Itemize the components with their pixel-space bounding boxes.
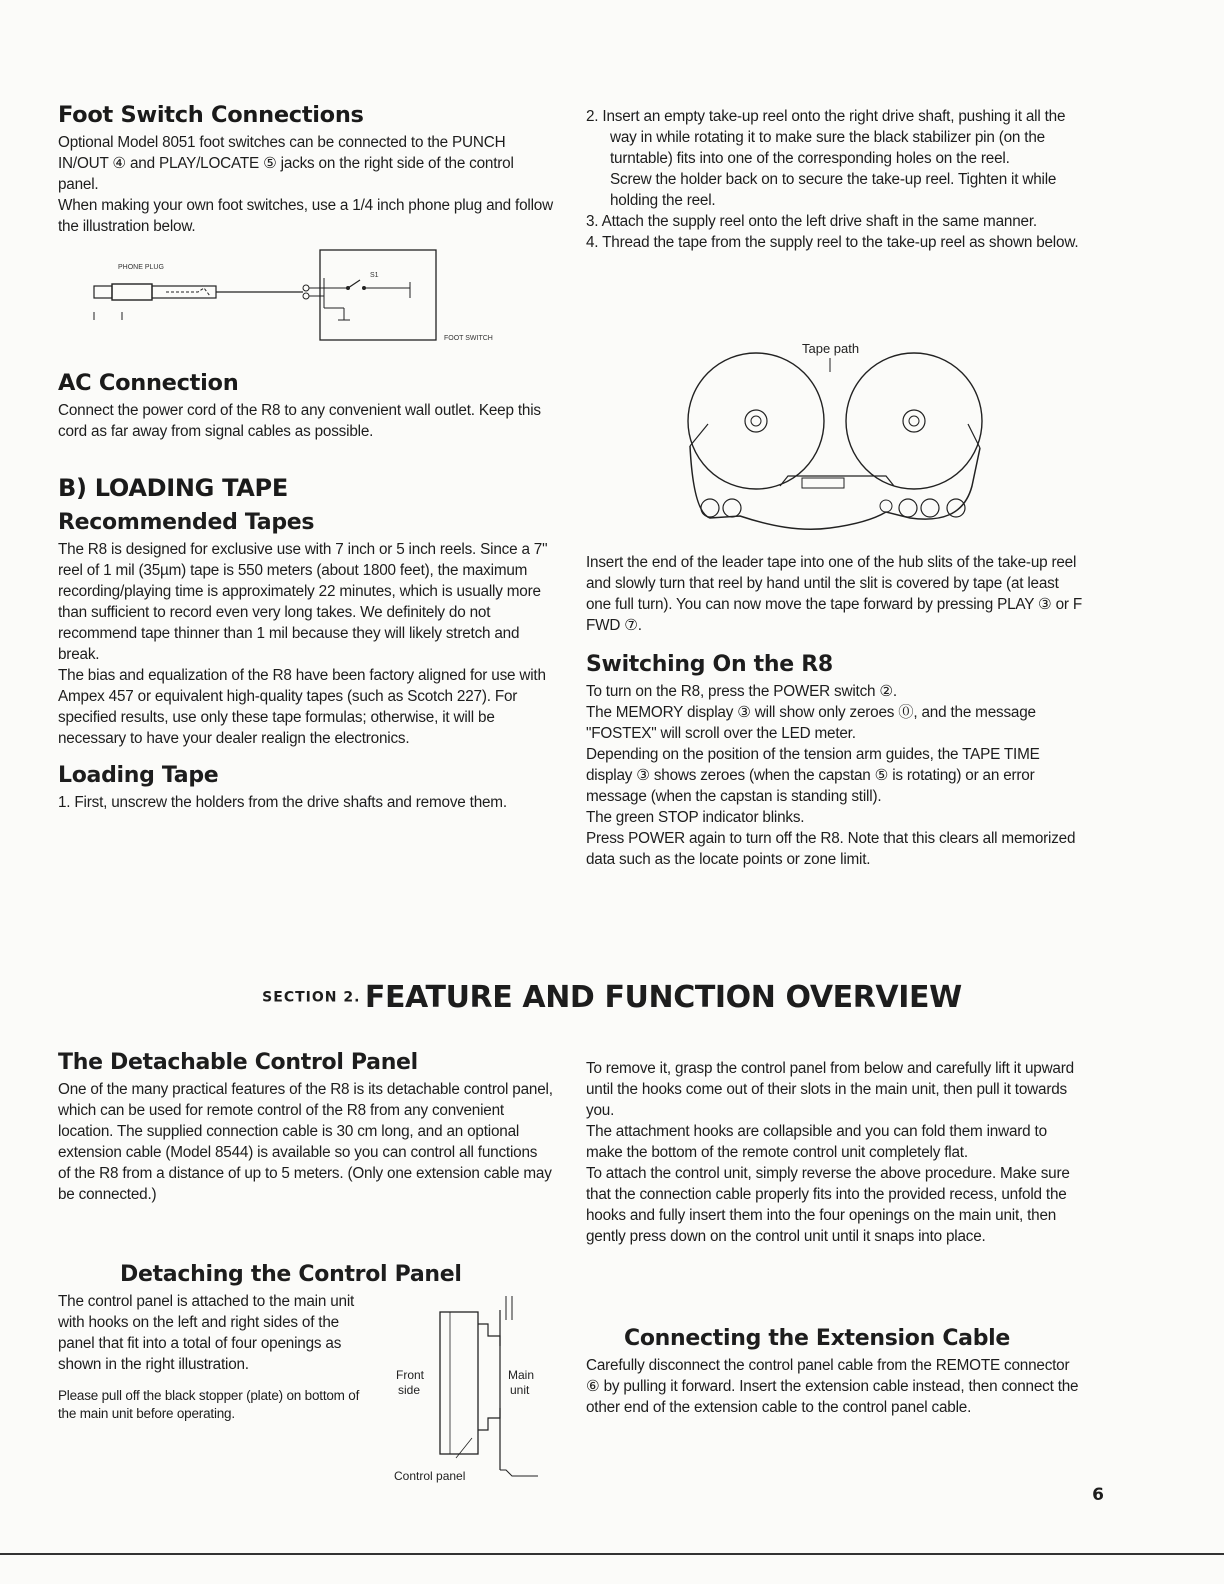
foot-switch-heading: Foot Switch Connections	[58, 102, 364, 128]
tape-threading-instructions	[586, 552, 1084, 636]
detachable-panel-heading: The Detachable Control Panel	[58, 1050, 418, 1075]
loading-step-2: 2. Insert an empty take-up reel onto the right drive shaft, pushing it all the way in while rotating it to make sure the black stabilizer pin (on the turntable) fits into one of the corresponding holes on the reel.	[586, 108, 1066, 167]
loading-step-3: 3. Attach the supply reel onto the left drive shaft in the same manner.	[586, 213, 1037, 230]
section-2-label: SECTION 2.	[262, 989, 361, 1006]
detachable-panel-section	[58, 1050, 553, 1205]
loading-tape-heading: Loading Tape	[58, 763, 219, 788]
main-unit-label-line-1: Main	[508, 1368, 535, 1382]
foot-switch-paragraph-2: When making your own foot switches, use a 1/4 inch phone plug and follow the illustration below.	[58, 197, 553, 235]
control-panel-shape	[440, 1312, 478, 1454]
ac-connection-section	[58, 370, 553, 442]
take-up-reel	[846, 353, 982, 489]
ac-connection-heading: AC Connection	[58, 370, 239, 396]
control-panel-attachment-diagram	[388, 1290, 548, 1486]
extension-cable-heading: Connecting the Extension Cable	[624, 1326, 1011, 1351]
loading-step-1: 1. First, unscrew the holders from the drive shafts and remove them.	[58, 794, 507, 811]
detaching-panel-paragraph-2: Please pull off the black stopper (plate) on bottom of the main unit before operating.	[58, 1388, 360, 1421]
remove-attach-instructions	[586, 1058, 1084, 1247]
switching-on-paragraph-4: The green STOP indicator blinks.	[586, 809, 805, 826]
front-side-label-line-2: side	[398, 1383, 421, 1397]
recommended-tapes-paragraph-1: The R8 is designed for exclusive use with 7 inch or 5 inch reels. Since a 7" reel of 1 mil (35µm) tape is 550 meters (about 1800 feet), the maximum recording/playing time is approximately 22 minutes, which is usually more than sufficient to record even very long takes. We definitely do not recommend tape thinner than 1 mil because they will likely stretch and break.	[58, 541, 548, 663]
leader-tape-paragraph: Insert the end of the leader tape into one of the hub slits of the take-up reel and slowly turn that reel by hand until the slit is covered by tape (at least one full turn). You can now move the tape forward by pressing PLAY ③ or F FWD ⑦.	[586, 554, 1082, 634]
attach-panel-paragraph: To attach the control unit, simply reverse the above procedure. Make sure that the connection cable properly fits into the provided recess, unfold the hooks and fully insert them into the four openings on the main unit, then gently press down on the control unit until it snaps into place.	[586, 1165, 1070, 1245]
extension-cable-section	[586, 1326, 1084, 1418]
phone-plug-label: PHONE PLUG	[118, 264, 164, 271]
loading-steps-left	[58, 792, 553, 813]
detaching-panel-heading: Detaching the Control Panel	[120, 1262, 462, 1287]
remove-panel-paragraph: To remove it, grasp the control panel from below and carefully lift it upward until the hooks come out of their slots in the main unit, then pull it towards you.	[586, 1060, 1074, 1119]
loading-tape-section-heading: B) LOADING TAPE	[58, 474, 288, 502]
foot-switch-section	[58, 102, 553, 237]
switching-on-paragraph-3: Depending on the position of the tension arm guides, the TAPE TIME display ③ shows zeroes (when the capstan ⑤ is rotating) or an error message (when the capstan is standing still).	[586, 746, 1040, 805]
s1-label: S1	[370, 272, 379, 279]
main-unit-label-line-2: unit	[510, 1383, 530, 1397]
ac-connection-paragraph: Connect the power cord of the R8 to any convenient wall outlet. Keep this cord as far away from signal cables as possible.	[58, 402, 541, 440]
switching-on-paragraph-2: The MEMORY display ③ will show only zeroes ⓪, and the message "FOSTEX" will scroll over the LED meter.	[586, 704, 1036, 742]
tape-path-label: Tape path	[802, 341, 860, 356]
bottom-rule	[0, 1553, 1224, 1555]
supply-reel	[688, 353, 824, 489]
page-number: 6	[1092, 1485, 1104, 1505]
foot-switch-box	[320, 250, 436, 340]
loading-tape-section	[58, 474, 553, 813]
loading-step-2-continued: Screw the holder back on to secure the take-up reel. Tighten it while holding the reel.	[610, 171, 1057, 209]
collapsible-hooks-paragraph: The attachment hooks are collapsible and you can fold them inward to make the bottom of the remote control unit completely flat.	[586, 1123, 1047, 1161]
detaching-panel-paragraph-1: The control panel is attached to the main unit with hooks on the left and right sides of the panel that fit into a total of four openings as shown in the right illustration.	[58, 1293, 355, 1373]
recommended-tapes-paragraph-2: The bias and equalization of the R8 have been factory aligned for use with Ampex 457 or equivalent high-quality tapes (such as Scotch 227). For specified results, use only these tape formulas; otherwise, it will be necessary to have your dealer realign the electronics.	[58, 667, 546, 747]
foot-switch-label: FOOT SWITCH	[444, 335, 493, 342]
plug-tip	[94, 286, 112, 298]
tape-path-diagram	[680, 336, 990, 536]
section-2-title	[0, 980, 1224, 1015]
loading-steps-right	[586, 106, 1084, 253]
switching-on-paragraph-1: To turn on the R8, press the POWER switch ②.	[586, 683, 897, 700]
control-panel-label: Control panel	[394, 1469, 466, 1483]
foot-switch-paragraph-1: Optional Model 8051 foot switches can be connected to the PUNCH IN/OUT ④ and PLAY/LOCATE ⑤ jacks on the right side of the control panel.	[58, 134, 514, 193]
extension-cable-paragraph: Carefully disconnect the control panel cable from the REMOTE connector ⑥ by pulling it forward. Insert the extension cable instead, then connect the other end of the extension cable to the control panel cable.	[586, 1357, 1079, 1416]
plug-sleeve	[112, 284, 152, 300]
detachable-panel-paragraph: One of the many practical features of the R8 is its detachable control panel, which can be used for remote control of the R8 from any convenient location. The supplied connection cable is 30 cm long, and an optional extension cable (Model 8544) is available so you can control all functions of the R8 from a distance of up to 5 meters. (Only one extension cable may be connected.)	[58, 1081, 553, 1203]
section-2-heading: FEATURE AND FUNCTION OVERVIEW	[364, 980, 962, 1015]
switching-on-section	[586, 652, 1084, 870]
recommended-tapes-heading: Recommended Tapes	[58, 510, 315, 535]
loading-step-4: 4. Thread the tape from the supply reel to the take-up reel as shown below.	[586, 234, 1079, 251]
switching-on-heading: Switching On the R8	[586, 652, 833, 677]
front-side-label-line-1: Front	[396, 1368, 425, 1382]
foot-switch-wiring-diagram	[88, 248, 528, 348]
switching-on-paragraph-5: Press POWER again to turn off the R8. Note that this clears all memorized data such as the locate points or zone limit.	[586, 830, 1076, 868]
